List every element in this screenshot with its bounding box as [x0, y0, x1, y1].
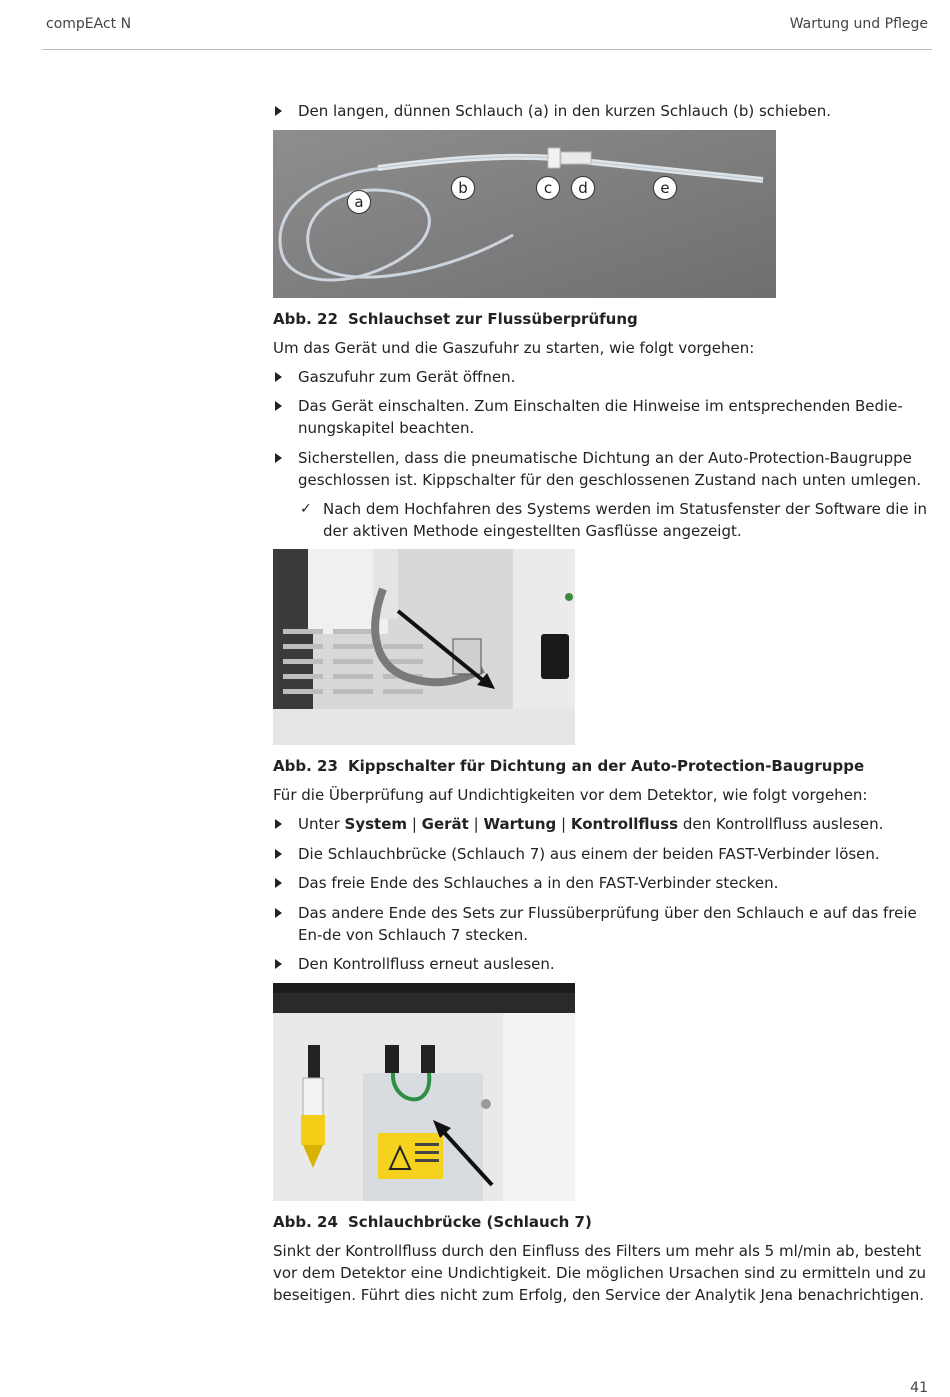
menu-path-maintenance: Wartung: [483, 815, 557, 833]
callout-e: e: [653, 176, 677, 200]
step-read-flow: [273, 813, 935, 835]
callout-d: d: [571, 176, 595, 200]
step-text: Die Schlauchbrücke (Schlauch 7) aus einem der beiden FAST-Verbinder lösen.: [298, 844, 880, 863]
figure-title: Schlauchbrücke (Schlauch 7): [348, 1212, 592, 1231]
step-text: Sicherstellen, dass die pneumatische Dichtung an der Auto-Protection-Baugruppe geschlossen ist. Kippschalter für den geschlossenen Zustand nach unten umlegen.: [298, 448, 922, 489]
menu-separator: |: [561, 815, 567, 833]
step-arrow-icon: [275, 106, 282, 116]
step-result: [273, 498, 935, 542]
figure-title: Kippschalter für Dichtung an der Auto-Protection-Baugruppe: [348, 757, 865, 775]
step-text: Den langen, dünnen Schlauch (a) in den kurzen Schlauch (b) schieben.: [298, 102, 831, 120]
step-arrow-icon: [275, 401, 282, 411]
intro-start-text: Um das Gerät und die Gaszufuhr zu starten, wie folgt vorgehen:: [273, 338, 755, 357]
figure-tubing-set: [273, 130, 776, 298]
step-arrow-icon: [275, 819, 282, 829]
figure-number: Abb. 22: [273, 309, 338, 328]
step-connect-tube-e: [273, 902, 935, 946]
step-arrow-icon: [275, 453, 282, 463]
figure-caption: [273, 308, 935, 330]
menu-path-system: System: [344, 815, 408, 833]
callout-a: a: [347, 190, 371, 214]
header-doc-title: compEAct N: [46, 16, 132, 32]
page-number: 41: [910, 1380, 928, 1396]
step-text-suffix: den Kontrollfluss auslesen.: [682, 815, 884, 833]
step-detach-bridge: [273, 843, 935, 865]
callout-c: c: [536, 176, 560, 200]
step-text-prefix: Unter: [298, 815, 340, 833]
figure-caption: [273, 755, 935, 777]
menu-separator: |: [411, 815, 417, 833]
step-check-seal: [273, 447, 935, 491]
header-chapter-title: Wartung und Pflege: [789, 16, 928, 32]
figure-title: Schlauchset zur Flussüberprüfung: [348, 309, 638, 328]
step-arrow-icon: [275, 878, 282, 888]
menu-separator: |: [473, 815, 479, 833]
step-power-on: [273, 395, 935, 439]
step-text: Gaszufuhr zum Gerät öffnen.: [298, 367, 516, 386]
result-text: Nach dem Hochfahren des Systems werden im Statusfenster der Software die in der aktiven Methode eingestellten Gasflüsse angezeigt.: [323, 500, 928, 540]
step-arrow-icon: [275, 372, 282, 382]
step-text: Das andere Ende des Sets zur Flussüberprüfung über den Schlauch e auf das freie En-de von Schlauch 7 stecken.: [298, 903, 917, 944]
intro-check-text: Für die Überprüfung auf Undichtigkeiten vor dem Detektor, wie folgt vorgehen:: [273, 786, 868, 804]
menu-path-control-flow: Kontrollfluss: [570, 815, 679, 833]
menu-path-device: Gerät: [421, 815, 469, 833]
figure-caption: [273, 1211, 935, 1233]
figure-toggle-switch: [273, 549, 575, 745]
figure-number: Abb. 24: [273, 1212, 338, 1231]
step-arrow-icon: [275, 849, 282, 859]
step-insert-tube-a: [273, 872, 935, 894]
header-divider: [42, 49, 932, 50]
step-text: Das Gerät einschalten. Zum Einschalten die Hinweise im entsprechenden Bedie-nungskapitel beachten.: [298, 397, 903, 437]
figure-hose-bridge: [273, 983, 575, 1201]
step-text: Das freie Ende des Schlauches a in den FAST-Verbinder stecken.: [298, 874, 779, 892]
page-content: [273, 100, 935, 1313]
step-reread-flow: [273, 953, 935, 975]
step-push-tubes: [273, 100, 935, 122]
checkmark-icon: ✓: [300, 501, 312, 517]
closing-paragraph: Sinkt der Kontrollfluss durch den Einfluss des Filters um mehr als 5 ml/min ab, besteht vor dem Detektor eine Undichtigkeit. Die möglichen Ursachen sind zu ermitteln und zu beseitigen. Führt dies nicht zum Erfolg, den Service der Analytik Jena benachrichtigen.: [273, 1241, 927, 1304]
step-text: Den Kontrollfluss erneut auslesen.: [298, 955, 555, 973]
step-arrow-icon: [275, 908, 282, 918]
hose-bridge-photo: [273, 983, 575, 1201]
figure-number: Abb. 23: [273, 757, 338, 775]
callout-b: b: [451, 176, 475, 200]
toggle-switch-photo: [273, 549, 575, 745]
step-arrow-icon: [275, 959, 282, 969]
step-open-gas: [273, 366, 935, 388]
tubing-set-photo: [273, 130, 776, 298]
